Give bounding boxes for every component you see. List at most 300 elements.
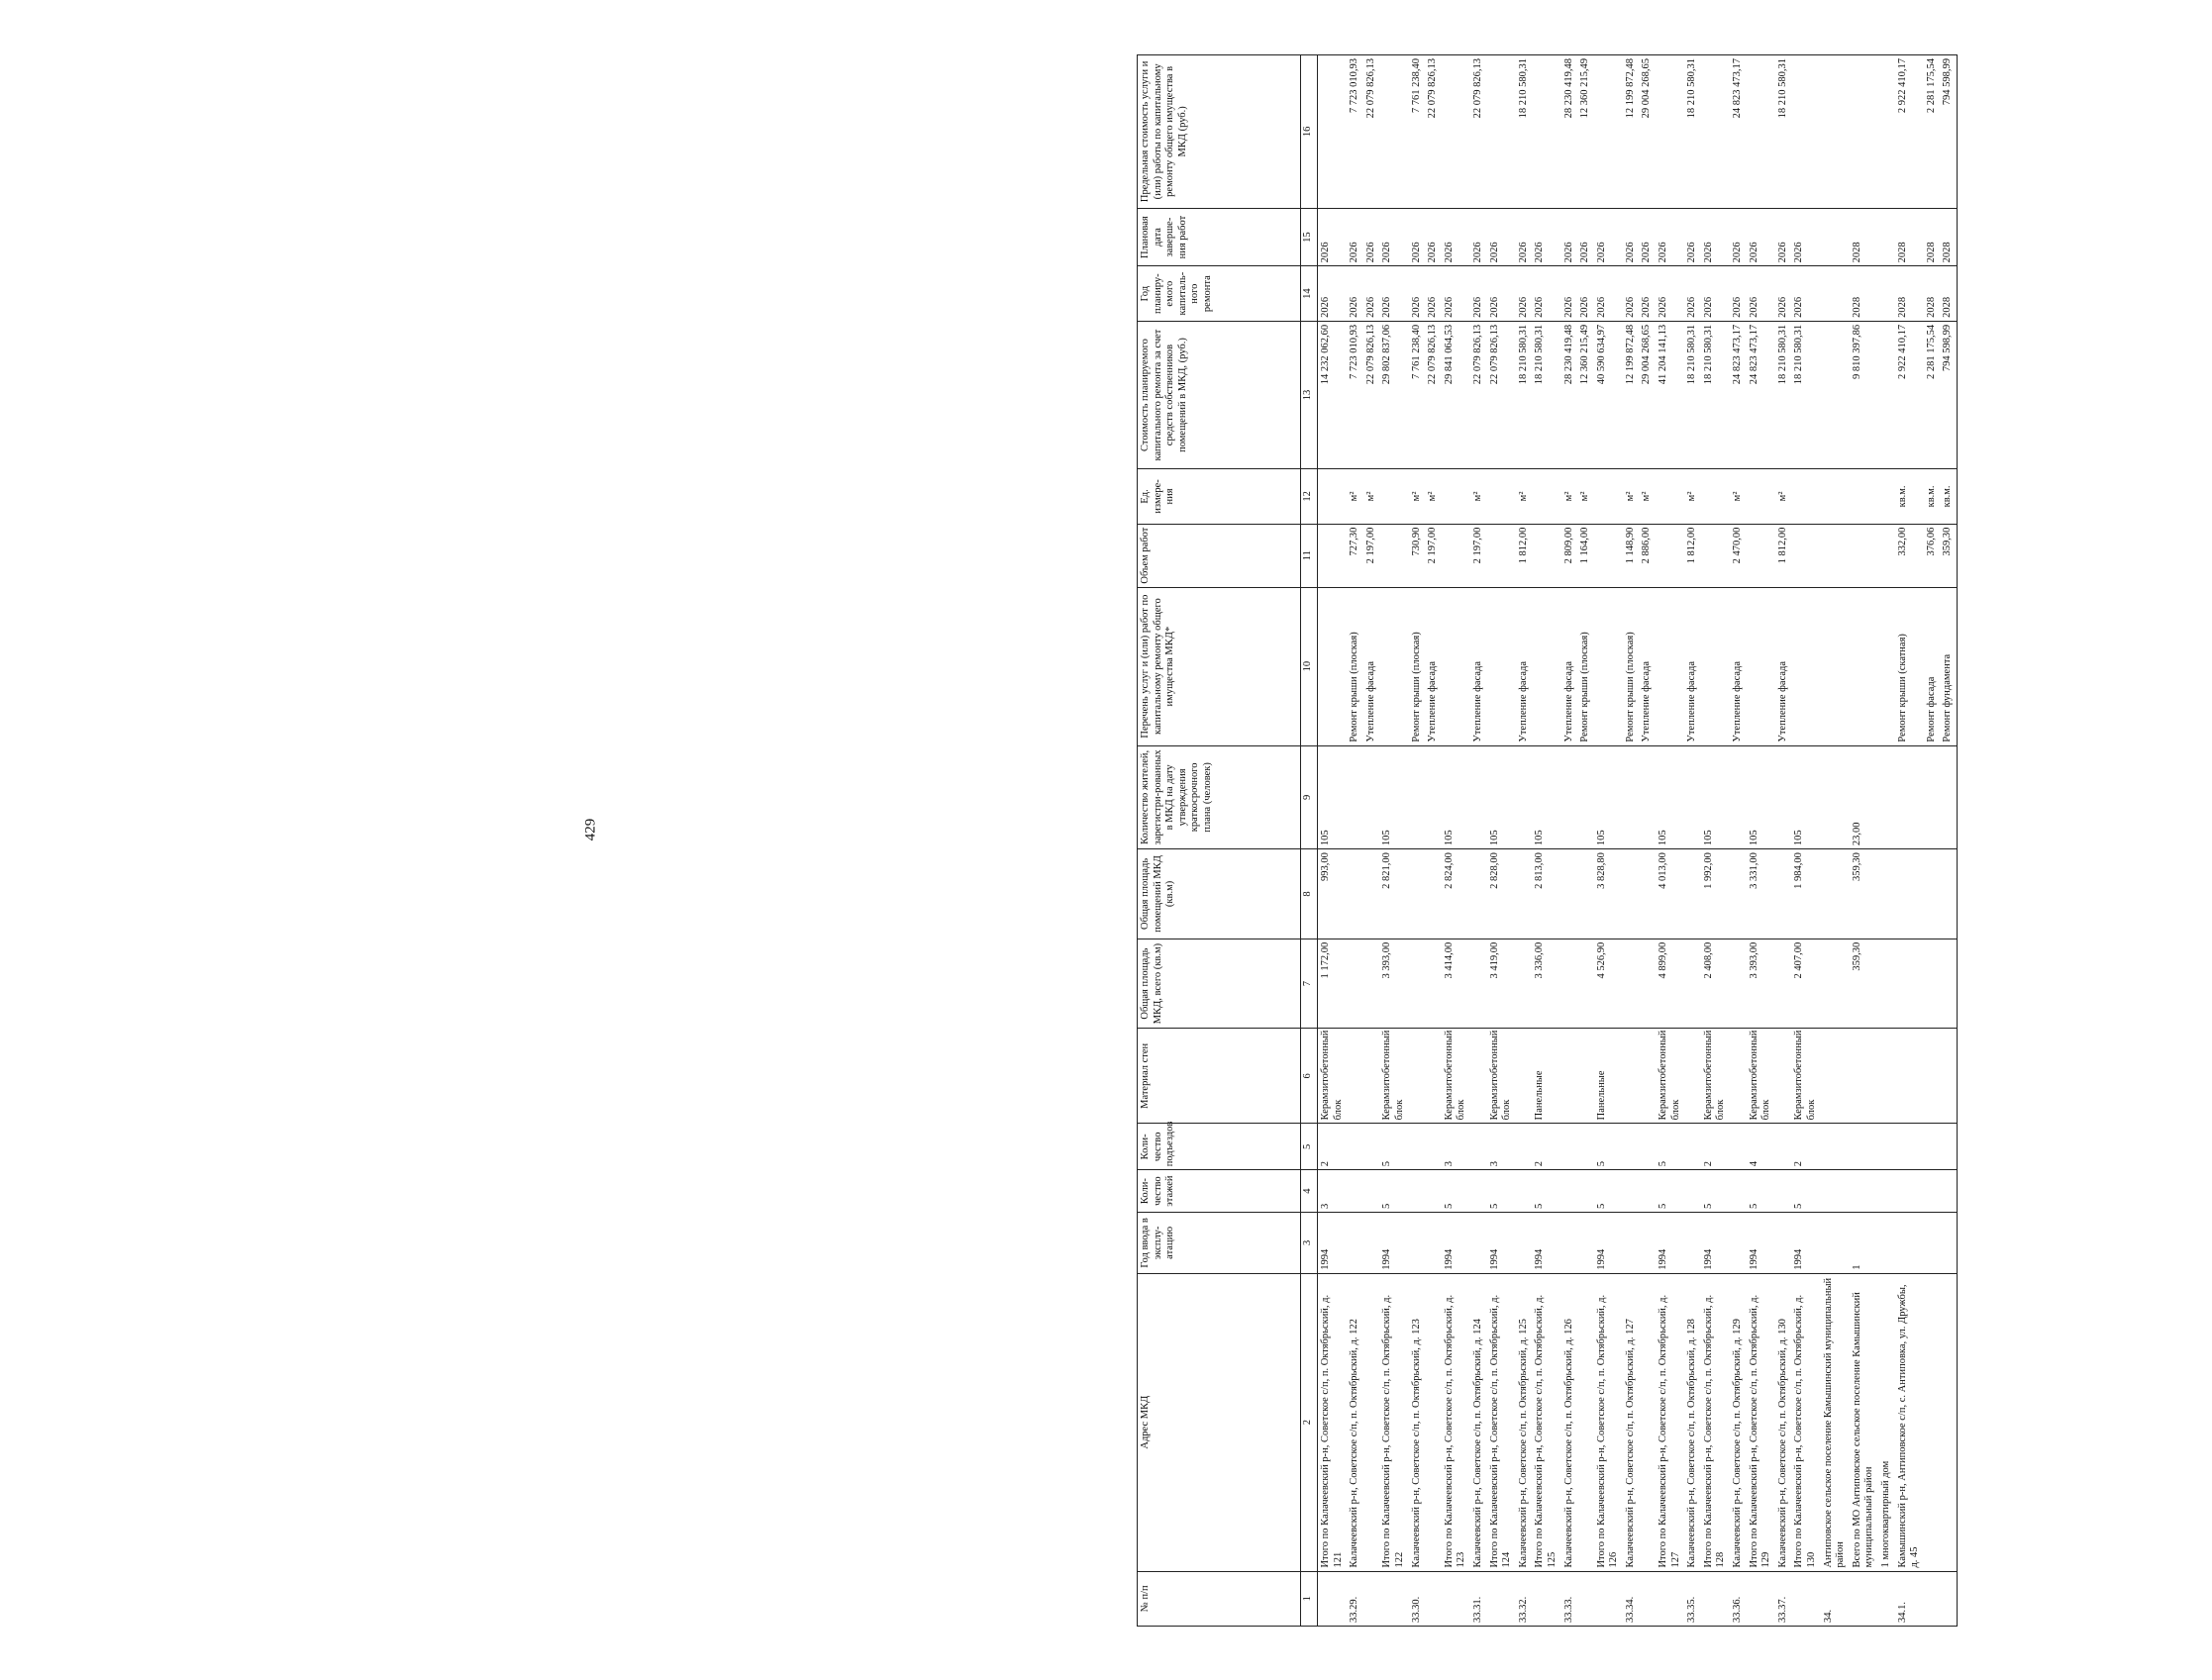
- planned-year-cell: 2026: [1363, 266, 1380, 321]
- column-number: 10: [1301, 587, 1318, 745]
- wall-material-cell: [1409, 1029, 1426, 1124]
- work-type-cell: [1821, 587, 1850, 745]
- row-number: 33.30.: [1409, 1571, 1426, 1626]
- wall-material-cell: [1878, 1029, 1895, 1124]
- column-header: № п/п: [1138, 1571, 1301, 1626]
- residents-cell: 105: [1656, 745, 1684, 849]
- limit-cost-cell: 12 199 872,48: [1623, 55, 1640, 209]
- column-header: Перечень услуг и (или) работ по капитальному ремонту общего имущества МКД*: [1138, 587, 1301, 745]
- limit-cost-cell: 28 230 419,48: [1561, 55, 1578, 209]
- commission-year-cell: [1623, 1212, 1640, 1273]
- work-volume-cell: 1 164,00: [1577, 524, 1594, 587]
- commission-year-cell: 1994: [1791, 1212, 1820, 1273]
- floors-cell: 5: [1379, 1170, 1408, 1213]
- wall-material-cell: Панельные: [1532, 1029, 1560, 1124]
- table-row: [1347, 55, 1363, 1627]
- table-row: [1379, 55, 1408, 1627]
- entrances-cell: [1775, 1124, 1792, 1170]
- cost-cell: 794 598,99: [1940, 321, 1957, 468]
- column-header: Плановая дата заверше-ния работ: [1138, 208, 1301, 266]
- total-area-cell: [1878, 939, 1895, 1029]
- residents-cell: [1425, 745, 1442, 849]
- limit-cost-cell: 22 079 826,13: [1425, 55, 1442, 209]
- table-row: [1594, 55, 1623, 1627]
- cost-cell: 22 079 826,13: [1425, 321, 1442, 468]
- table-row: [1442, 55, 1470, 1627]
- floors-cell: [1425, 1170, 1442, 1213]
- table-row: [1895, 55, 1924, 1627]
- completion-date-cell: 2028: [1940, 208, 1957, 266]
- commission-year-cell: [1470, 1212, 1487, 1273]
- planned-year-cell: 2026: [1561, 266, 1578, 321]
- cost-cell: 24 823 473,17: [1747, 321, 1775, 468]
- wall-material-cell: Керамзитобетонный блок: [1318, 1029, 1348, 1124]
- column-number: 1: [1301, 1571, 1318, 1626]
- total-area-cell: 2 408,00: [1701, 939, 1730, 1029]
- floors-cell: [1895, 1170, 1924, 1213]
- cost-cell: 29 841 064,53: [1442, 321, 1470, 468]
- premises-area-cell: [1409, 849, 1426, 939]
- entrances-cell: [1347, 1124, 1363, 1170]
- planned-year-cell: [1878, 266, 1895, 321]
- wall-material-cell: [1684, 1029, 1701, 1124]
- rotated-table-container: [1137, 54, 2212, 1627]
- work-type-cell: Утепление фасада: [1561, 587, 1578, 745]
- table-row: [1850, 55, 1878, 1627]
- cost-cell: 18 210 580,31: [1775, 321, 1792, 468]
- completion-date-cell: 2026: [1442, 208, 1470, 266]
- wall-material-cell: [1516, 1029, 1533, 1124]
- work-type-cell: [1532, 587, 1560, 745]
- floors-cell: [1561, 1170, 1578, 1213]
- column-header: Объем работ: [1138, 524, 1301, 587]
- unit-cell: [1379, 469, 1408, 524]
- work-volume-cell: 1 148,90: [1623, 524, 1640, 587]
- planned-year-cell: 2026: [1318, 266, 1348, 321]
- premises-area-cell: 993,00: [1318, 849, 1348, 939]
- column-number: 7: [1301, 939, 1318, 1029]
- residents-cell: [1623, 745, 1640, 849]
- premises-area-cell: [1684, 849, 1701, 939]
- total-area-cell: [1924, 939, 1941, 1029]
- column-number: 4: [1301, 1170, 1318, 1213]
- completion-date-cell: 2028: [1895, 208, 1924, 266]
- total-area-cell: [1347, 939, 1363, 1029]
- unit-cell: м²: [1516, 469, 1533, 524]
- column-header: Адрес МКД: [1138, 1273, 1301, 1571]
- entrances-cell: 3: [1442, 1124, 1470, 1170]
- address-cell: [1425, 1273, 1442, 1571]
- residents-cell: [1561, 745, 1578, 849]
- floors-cell: [1409, 1170, 1426, 1213]
- total-area-cell: [1684, 939, 1701, 1029]
- total-area-cell: [1639, 939, 1656, 1029]
- floors-cell: 5: [1791, 1170, 1820, 1213]
- premises-area-cell: [1623, 849, 1640, 939]
- limit-cost-cell: [1791, 55, 1820, 209]
- planned-year-cell: [1821, 266, 1850, 321]
- column-header: Материал стен: [1138, 1029, 1301, 1124]
- planned-year-cell: 2026: [1487, 266, 1516, 321]
- address-cell: Итого по Калачеевский р-н, Советское с/п, п. Октябрьский, д. 121: [1318, 1273, 1348, 1571]
- row-number: [1425, 1571, 1442, 1626]
- total-area-cell: 359,30: [1850, 939, 1878, 1029]
- table-row: [1532, 55, 1560, 1627]
- address-cell: Камышинский р-н, Антиповское с/п, с. Антиповка, ул. Дружбы, д. 45: [1895, 1273, 1924, 1571]
- completion-date-cell: 2026: [1379, 208, 1408, 266]
- row-number: [1878, 1571, 1895, 1626]
- work-volume-cell: [1747, 524, 1775, 587]
- limit-cost-cell: 18 210 580,31: [1684, 55, 1701, 209]
- unit-cell: [1532, 469, 1560, 524]
- address-cell: Калачеевский р-н, Советское с/п, п. Октябрьский, д. 127: [1623, 1273, 1640, 1571]
- row-number: [1442, 1571, 1470, 1626]
- limit-cost-cell: [1656, 55, 1684, 209]
- floors-cell: [1730, 1170, 1747, 1213]
- row-number: [1639, 1571, 1656, 1626]
- floors-cell: [1878, 1170, 1895, 1213]
- limit-cost-cell: 22 079 826,13: [1470, 55, 1487, 209]
- wall-material-cell: [1895, 1029, 1924, 1124]
- entrances-cell: [1730, 1124, 1747, 1170]
- work-volume-cell: 2 809,00: [1561, 524, 1578, 587]
- limit-cost-cell: [1379, 55, 1408, 209]
- entrances-cell: [1878, 1124, 1895, 1170]
- cost-cell: 24 823 473,17: [1730, 321, 1747, 468]
- premises-area-cell: 3 331,00: [1747, 849, 1775, 939]
- entrances-cell: 2: [1701, 1124, 1730, 1170]
- completion-date-cell: 2026: [1409, 208, 1426, 266]
- wall-material-cell: Керамзитобетонный блок: [1701, 1029, 1730, 1124]
- total-area-cell: [1775, 939, 1792, 1029]
- work-type-cell: [1487, 587, 1516, 745]
- wall-material-cell: [1924, 1029, 1941, 1124]
- entrances-cell: [1639, 1124, 1656, 1170]
- entrances-cell: 2: [1791, 1124, 1820, 1170]
- page-number: 429: [582, 818, 599, 841]
- planned-year-cell: 2026: [1639, 266, 1656, 321]
- residents-cell: 105: [1318, 745, 1348, 849]
- row-number: 33.33.: [1561, 1571, 1578, 1626]
- planned-year-cell: 2026: [1409, 266, 1426, 321]
- floors-cell: [1775, 1170, 1792, 1213]
- planned-year-cell: 2026: [1775, 266, 1792, 321]
- address-cell: [1924, 1273, 1941, 1571]
- unit-cell: м²: [1425, 469, 1442, 524]
- unit-cell: кв.м.: [1940, 469, 1957, 524]
- commission-year-cell: [1425, 1212, 1442, 1273]
- work-volume-cell: [1318, 524, 1348, 587]
- unit-cell: м²: [1347, 469, 1363, 524]
- table-row: [1639, 55, 1656, 1627]
- total-area-cell: [1730, 939, 1747, 1029]
- entrances-cell: 5: [1594, 1124, 1623, 1170]
- commission-year-cell: 1994: [1442, 1212, 1470, 1273]
- commission-year-cell: [1821, 1212, 1850, 1273]
- wall-material-cell: Керамзитобетонный блок: [1487, 1029, 1516, 1124]
- work-type-cell: [1594, 587, 1623, 745]
- wall-material-cell: [1347, 1029, 1363, 1124]
- residents-cell: 105: [1532, 745, 1560, 849]
- table-row: [1487, 55, 1516, 1627]
- total-area-cell: 3 393,00: [1379, 939, 1408, 1029]
- total-area-cell: [1561, 939, 1578, 1029]
- premises-area-cell: 1 992,00: [1701, 849, 1730, 939]
- unit-cell: м²: [1577, 469, 1594, 524]
- residents-cell: [1577, 745, 1594, 849]
- total-area-cell: 3 414,00: [1442, 939, 1470, 1029]
- floors-cell: [1363, 1170, 1380, 1213]
- planned-year-cell: 2026: [1730, 266, 1747, 321]
- cost-cell: 2 922 410,17: [1895, 321, 1924, 468]
- column-number: 11: [1301, 524, 1318, 587]
- premises-area-cell: [1895, 849, 1924, 939]
- work-volume-cell: 2 197,00: [1363, 524, 1380, 587]
- work-type-cell: [1791, 587, 1820, 745]
- unit-cell: [1821, 469, 1850, 524]
- row-number: [1318, 1571, 1348, 1626]
- residents-cell: 23,00: [1850, 745, 1878, 849]
- entrances-cell: 4: [1747, 1124, 1775, 1170]
- residents-cell: 105: [1791, 745, 1820, 849]
- premises-area-cell: [1363, 849, 1380, 939]
- residents-cell: [1940, 745, 1957, 849]
- row-number: [1656, 1571, 1684, 1626]
- commission-year-cell: [1639, 1212, 1656, 1273]
- premises-area-cell: [1425, 849, 1442, 939]
- cost-cell: 22 079 826,13: [1363, 321, 1380, 468]
- cost-cell: 22 079 826,13: [1487, 321, 1516, 468]
- cost-cell: 12 360 215,49: [1577, 321, 1594, 468]
- residents-cell: [1878, 745, 1895, 849]
- work-type-cell: Утепление фасада: [1425, 587, 1442, 745]
- wall-material-cell: Керамзитобетонный блок: [1747, 1029, 1775, 1124]
- total-area-cell: 1 172,00: [1318, 939, 1348, 1029]
- row-number: [1487, 1571, 1516, 1626]
- residents-cell: [1516, 745, 1533, 849]
- work-volume-cell: [1487, 524, 1516, 587]
- commission-year-cell: [1363, 1212, 1380, 1273]
- residents-cell: [1684, 745, 1701, 849]
- premises-area-cell: [1821, 849, 1850, 939]
- limit-cost-cell: 29 004 268,65: [1639, 55, 1656, 209]
- cost-cell: 7 761 238,40: [1409, 321, 1426, 468]
- residents-cell: [1363, 745, 1380, 849]
- entrances-cell: [1940, 1124, 1957, 1170]
- completion-date-cell: 2028: [1850, 208, 1878, 266]
- column-number-row: [1301, 55, 1318, 1627]
- residents-cell: 105: [1594, 745, 1623, 849]
- work-type-cell: [1747, 587, 1775, 745]
- address-cell: [1577, 1273, 1594, 1571]
- premises-area-cell: 2 824,00: [1442, 849, 1470, 939]
- work-volume-cell: 730,90: [1409, 524, 1426, 587]
- table-row: [1730, 55, 1747, 1627]
- address-cell: Калачеевский р-н, Советское с/п, п. Октябрьский, д. 129: [1730, 1273, 1747, 1571]
- work-volume-cell: 2 197,00: [1425, 524, 1442, 587]
- work-type-cell: [1379, 587, 1408, 745]
- table-row: [1747, 55, 1775, 1627]
- planned-year-cell: 2028: [1924, 266, 1941, 321]
- table-row: [1470, 55, 1487, 1627]
- cost-cell: 29 802 837,06: [1379, 321, 1408, 468]
- premises-area-cell: [1924, 849, 1941, 939]
- planned-year-cell: 2026: [1577, 266, 1594, 321]
- cost-cell: 28 230 419,48: [1561, 321, 1578, 468]
- premises-area-cell: 359,30: [1850, 849, 1878, 939]
- floors-cell: [1924, 1170, 1941, 1213]
- address-cell: Итого по Калачеевский р-н, Советское с/п, п. Октябрьский, д. 127: [1656, 1273, 1684, 1571]
- wall-material-cell: Керамзитобетонный блок: [1379, 1029, 1408, 1124]
- work-type-cell: [1701, 587, 1730, 745]
- address-cell: [1940, 1273, 1957, 1571]
- residents-cell: [1821, 745, 1850, 849]
- commission-year-cell: 1994: [1594, 1212, 1623, 1273]
- address-cell: Калачеевский р-н, Советское с/п, п. Октябрьский, д. 124: [1470, 1273, 1487, 1571]
- commission-year-cell: [1878, 1212, 1895, 1273]
- address-cell: Итого по Калачеевский р-н, Советское с/п, п. Октябрьский, д. 125: [1532, 1273, 1560, 1571]
- table-row: [1821, 55, 1850, 1627]
- column-header: Ед. измере-ния: [1138, 469, 1301, 524]
- completion-date-cell: 2026: [1425, 208, 1442, 266]
- floors-cell: 5: [1656, 1170, 1684, 1213]
- premises-area-cell: 2 828,00: [1487, 849, 1516, 939]
- residents-cell: [1730, 745, 1747, 849]
- planned-year-cell: 2026: [1747, 266, 1775, 321]
- entrances-cell: 5: [1656, 1124, 1684, 1170]
- floors-cell: [1684, 1170, 1701, 1213]
- entrances-cell: 5: [1379, 1124, 1408, 1170]
- planned-year-cell: 2026: [1442, 266, 1470, 321]
- completion-date-cell: 2026: [1487, 208, 1516, 266]
- entrances-cell: [1821, 1124, 1850, 1170]
- floors-cell: 5: [1532, 1170, 1560, 1213]
- table-row: [1516, 55, 1533, 1627]
- address-cell: Калачеевский р-н, Советское с/п, п. Октябрьский, д. 126: [1561, 1273, 1578, 1571]
- completion-date-cell: 2026: [1623, 208, 1640, 266]
- table-row: [1701, 55, 1730, 1627]
- floors-cell: [1347, 1170, 1363, 1213]
- cost-cell: 22 079 826,13: [1470, 321, 1487, 468]
- unit-cell: [1791, 469, 1820, 524]
- row-number: 33.35.: [1684, 1571, 1701, 1626]
- wall-material-cell: [1425, 1029, 1442, 1124]
- commission-year-cell: [1940, 1212, 1957, 1273]
- row-number: [1747, 1571, 1775, 1626]
- limit-cost-cell: [1318, 55, 1348, 209]
- wall-material-cell: [1775, 1029, 1792, 1124]
- commission-year-cell: [1561, 1212, 1578, 1273]
- work-volume-cell: 1 812,00: [1684, 524, 1701, 587]
- total-area-cell: 2 407,00: [1791, 939, 1820, 1029]
- cost-cell: 2 281 175,54: [1924, 321, 1941, 468]
- work-type-cell: Утепление фасада: [1639, 587, 1656, 745]
- commission-year-cell: [1775, 1212, 1792, 1273]
- commission-year-cell: 1994: [1701, 1212, 1730, 1273]
- wall-material-cell: [1730, 1029, 1747, 1124]
- column-number: 9: [1301, 745, 1318, 849]
- column-number: 2: [1301, 1273, 1318, 1571]
- row-number: [1924, 1571, 1941, 1626]
- entrances-cell: [1623, 1124, 1640, 1170]
- limit-cost-cell: 2 281 175,54: [1924, 55, 1941, 209]
- cost-cell: 12 199 872,48: [1623, 321, 1640, 468]
- column-header: Коли-чество этажей: [1138, 1170, 1301, 1213]
- column-header: Общая площадь МКД, всего (кв.м): [1138, 939, 1301, 1029]
- work-type-cell: Утепление фасада: [1775, 587, 1792, 745]
- completion-date-cell: 2026: [1516, 208, 1533, 266]
- cost-cell: 18 210 580,31: [1516, 321, 1533, 468]
- floors-cell: [1821, 1170, 1850, 1213]
- planned-year-cell: 2026: [1470, 266, 1487, 321]
- address-cell: Итого по Калачеевский р-н, Советское с/п, п. Октябрьский, д. 122: [1379, 1273, 1408, 1571]
- work-type-cell: Ремонт крыши (скатная): [1895, 587, 1924, 745]
- limit-cost-cell: 794 598,99: [1940, 55, 1957, 209]
- residents-cell: [1409, 745, 1426, 849]
- row-number: 33.29.: [1347, 1571, 1363, 1626]
- planned-year-cell: 2026: [1684, 266, 1701, 321]
- cost-cell: 14 232 062,60: [1318, 321, 1348, 468]
- completion-date-cell: 2026: [1470, 208, 1487, 266]
- entrances-cell: 2: [1532, 1124, 1560, 1170]
- work-volume-cell: 2 470,00: [1730, 524, 1747, 587]
- entrances-cell: [1516, 1124, 1533, 1170]
- commission-year-cell: [1684, 1212, 1701, 1273]
- row-number: [1701, 1571, 1730, 1626]
- entrances-cell: [1895, 1124, 1924, 1170]
- address-cell: Антиповское сельское поселение Камышинский муниципальный район: [1821, 1273, 1850, 1571]
- row-number: [1594, 1571, 1623, 1626]
- premises-area-cell: [1347, 849, 1363, 939]
- completion-date-cell: 2026: [1318, 208, 1348, 266]
- premises-area-cell: [1561, 849, 1578, 939]
- wall-material-cell: Панельные: [1594, 1029, 1623, 1124]
- wall-material-cell: [1470, 1029, 1487, 1124]
- premises-area-cell: [1940, 849, 1957, 939]
- limit-cost-cell: 7 723 010,93: [1347, 55, 1363, 209]
- address-cell: [1639, 1273, 1656, 1571]
- entrances-cell: [1924, 1124, 1941, 1170]
- completion-date-cell: 2026: [1639, 208, 1656, 266]
- work-type-cell: Утепление фасада: [1363, 587, 1380, 745]
- commission-year-cell: [1924, 1212, 1941, 1273]
- completion-date-cell: 2026: [1577, 208, 1594, 266]
- commission-year-cell: [1409, 1212, 1426, 1273]
- wall-material-cell: [1577, 1029, 1594, 1124]
- planned-year-cell: 2028: [1850, 266, 1878, 321]
- residents-cell: 105: [1701, 745, 1730, 849]
- entrances-cell: 3: [1487, 1124, 1516, 1170]
- column-header: Год ввода в эксплу-атацию: [1138, 1212, 1301, 1273]
- column-number: 5: [1301, 1124, 1318, 1170]
- commission-year-cell: 1994: [1747, 1212, 1775, 1273]
- work-volume-cell: [1656, 524, 1684, 587]
- unit-cell: [1594, 469, 1623, 524]
- limit-cost-cell: 12 360 215,49: [1577, 55, 1594, 209]
- planned-year-cell: 2026: [1594, 266, 1623, 321]
- unit-cell: м²: [1684, 469, 1701, 524]
- commission-year-cell: [1516, 1212, 1533, 1273]
- repair-plan-table: [1137, 54, 1958, 1627]
- table-row: [1775, 55, 1792, 1627]
- work-volume-cell: [1701, 524, 1730, 587]
- work-volume-cell: [1878, 524, 1895, 587]
- completion-date-cell: [1821, 208, 1850, 266]
- column-number: 16: [1301, 55, 1318, 209]
- entrances-cell: [1470, 1124, 1487, 1170]
- limit-cost-cell: 18 210 580,31: [1775, 55, 1792, 209]
- wall-material-cell: Керамзитобетонный блок: [1656, 1029, 1684, 1124]
